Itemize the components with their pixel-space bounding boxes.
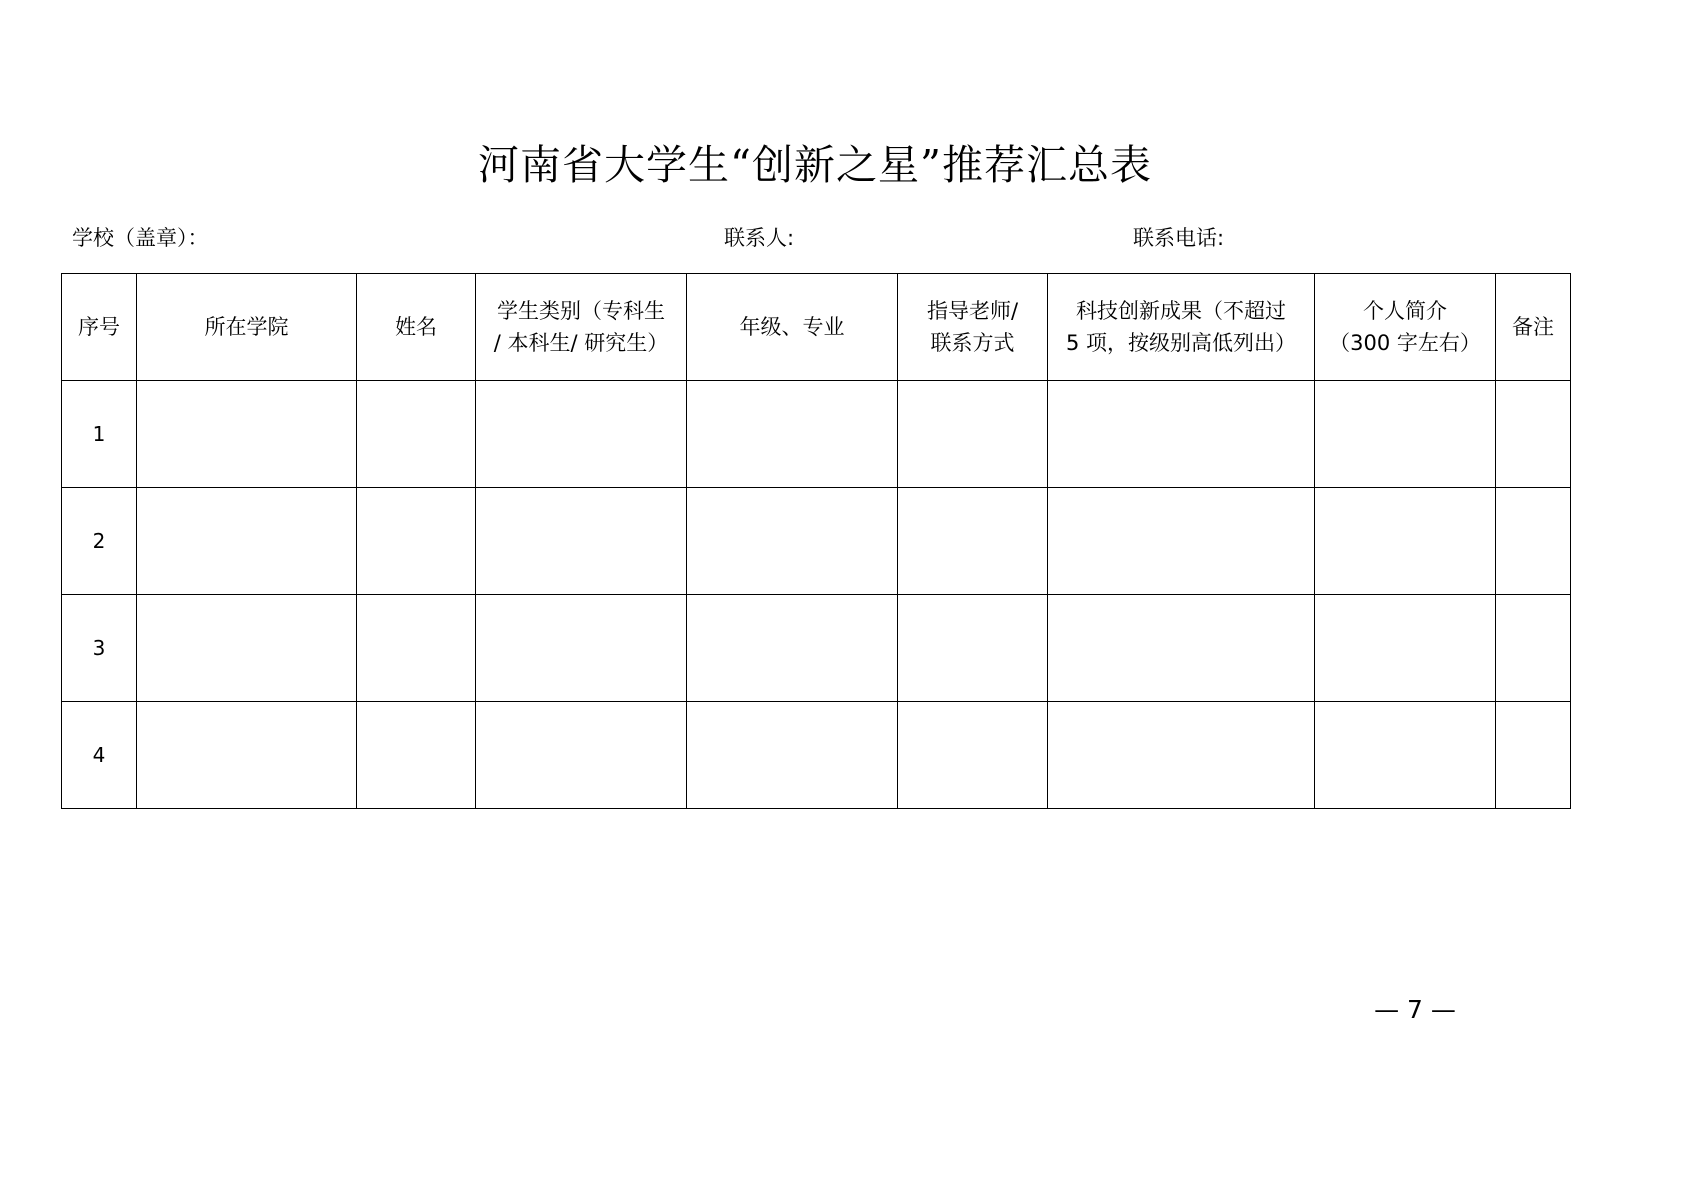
- personal-intro-cell: [1315, 488, 1496, 595]
- student-category-cell: [476, 381, 687, 488]
- table-row: [62, 488, 1571, 595]
- advisor-contact-cell: [898, 381, 1048, 488]
- row-index-cell: 4: [62, 702, 137, 809]
- personal-intro-cell: [1315, 381, 1496, 488]
- advisor-contact-cell: [898, 488, 1048, 595]
- name-cell: [357, 702, 476, 809]
- header-name-label: 姓名: [395, 315, 437, 339]
- innovation-achievements-cell: [1048, 702, 1315, 809]
- name-cell: [357, 381, 476, 488]
- header-personal-intro-line1: 个人简介: [1363, 299, 1447, 323]
- header-innovation-achievements-line2: 5 项，按级别高低列出）: [1065, 331, 1297, 355]
- table-row: [62, 702, 1571, 809]
- row-index-cell: 2: [62, 488, 137, 595]
- header-personal-intro: [1315, 274, 1496, 381]
- table-row: [62, 381, 1571, 488]
- grade-major-cell: [687, 702, 898, 809]
- student-category-cell: [476, 702, 687, 809]
- table-row: [62, 595, 1571, 702]
- college-cell: [137, 595, 357, 702]
- header-remarks: [1496, 274, 1571, 381]
- college-cell: [137, 381, 357, 488]
- student-category-cell: [476, 595, 687, 702]
- contact-person-label: 联系人:: [724, 226, 795, 250]
- innovation-achievements-cell: [1048, 488, 1315, 595]
- header-advisor-contact: [898, 274, 1048, 381]
- header-personal-intro-line2: （300 字左右）: [1329, 331, 1481, 355]
- header-student-category: [476, 274, 687, 381]
- innovation-achievements-cell: [1048, 381, 1315, 488]
- remarks-cell: [1496, 595, 1571, 702]
- header-college: [137, 274, 357, 381]
- school-seal-label: 学校（盖章）：: [72, 226, 209, 250]
- innovation-achievements-cell: [1048, 595, 1315, 702]
- advisor-contact-cell: [898, 702, 1048, 809]
- name-cell: [357, 488, 476, 595]
- table-header-row: [62, 274, 1571, 381]
- row-index-cell: 1: [62, 381, 137, 488]
- header-student-category-line2: / 本科生/ 研究生）: [493, 331, 669, 355]
- remarks-cell: [1496, 702, 1571, 809]
- header-advisor-contact-line1: 指导老师/: [926, 299, 1019, 323]
- header-college-label: 所在学院: [204, 315, 289, 339]
- college-cell: [137, 702, 357, 809]
- header-index-label: 序号: [78, 315, 120, 339]
- grade-major-cell: [687, 595, 898, 702]
- header-index: [62, 274, 137, 381]
- personal-intro-cell: [1315, 702, 1496, 809]
- header-advisor-contact-line2: 联系方式: [930, 331, 1015, 355]
- document-title: 河南省大学生“创新之星”推荐汇总表: [478, 141, 1152, 189]
- header-innovation-achievements: [1048, 274, 1315, 381]
- header-grade-major-label: 年级、专业: [739, 315, 845, 339]
- grade-major-cell: [687, 488, 898, 595]
- page-number: — 7 —: [1374, 995, 1456, 1024]
- remarks-cell: [1496, 488, 1571, 595]
- header-innovation-achievements-line1: 科技创新成果（不超过: [1076, 299, 1286, 323]
- recommendation-summary-table: [61, 273, 1571, 809]
- remarks-cell: [1496, 381, 1571, 488]
- name-cell: [357, 595, 476, 702]
- personal-intro-cell: [1315, 595, 1496, 702]
- header-student-category-line1: 学生类别（专科生: [497, 299, 665, 323]
- grade-major-cell: [687, 381, 898, 488]
- student-category-cell: [476, 488, 687, 595]
- college-cell: [137, 488, 357, 595]
- contact-phone-label: 联系电话:: [1133, 226, 1225, 250]
- header-remarks-label: 备注: [1512, 315, 1554, 339]
- header-name: [357, 274, 476, 381]
- row-index-cell: 3: [62, 595, 137, 702]
- header-grade-major: [687, 274, 898, 381]
- advisor-contact-cell: [898, 595, 1048, 702]
